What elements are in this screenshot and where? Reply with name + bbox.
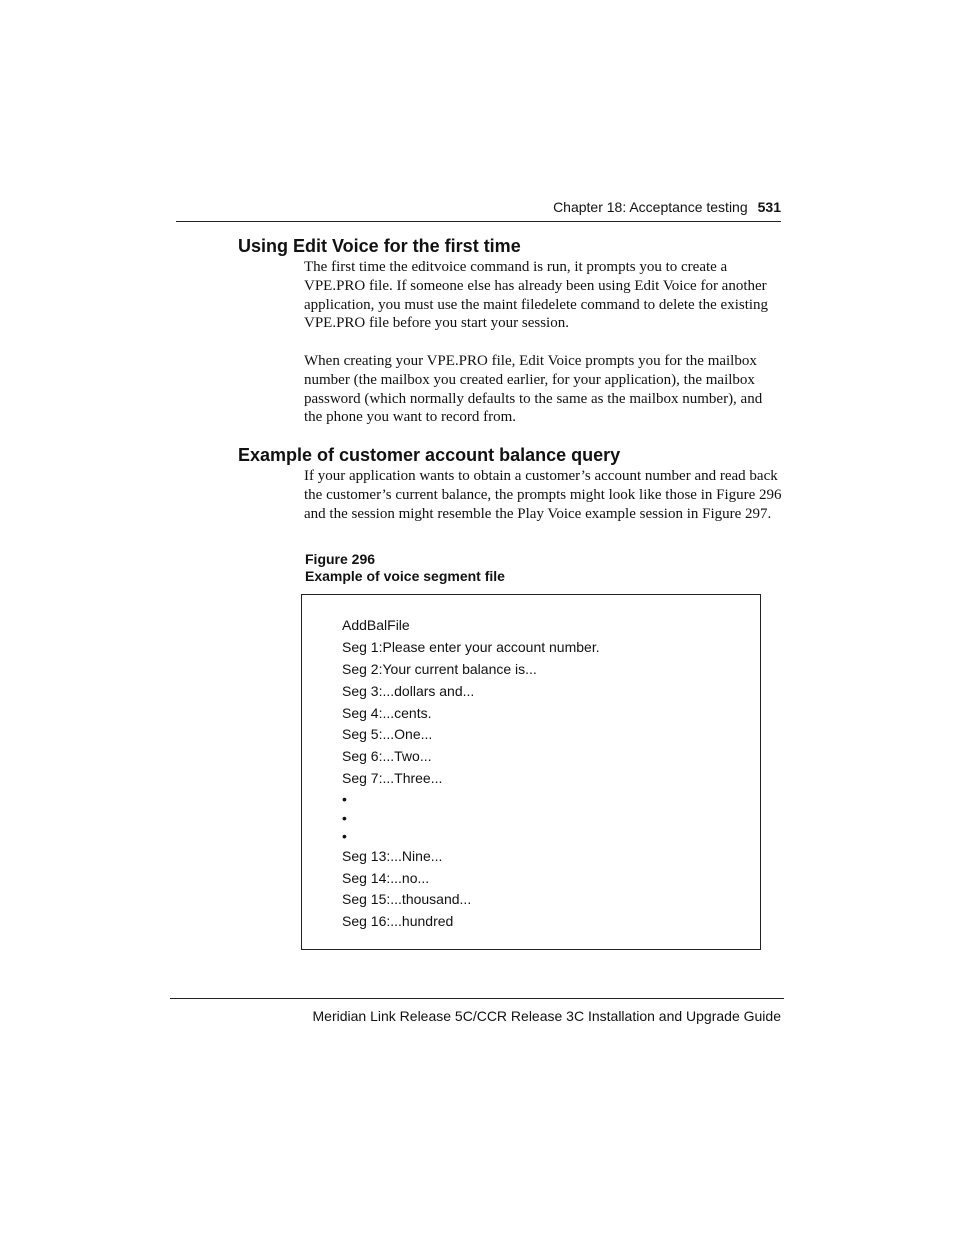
paragraph: When creating your VPE.PRO file, Edit Voice prompts you for the mailbox number (the mailbox you created earlier, for your application), the mailbox password (which normally defaults to the same as the mailbox number), and the phone you want to record from.: [304, 353, 763, 426]
segment-line: AddBalFile: [342, 617, 410, 633]
footer-text: Meridian Link Release 5C/CCR Release 3C Installation and Upgrade Guide: [312, 1008, 781, 1024]
segment-line: Seg 7:...Three...: [342, 770, 443, 787]
segment-line: Seg 16:...hundred: [342, 913, 454, 930]
page-footer: [170, 998, 784, 1024]
figure-title: Example of voice segment file: [305, 568, 505, 584]
segment-list: [342, 615, 600, 933]
paragraph: If your application wants to obtain a customer’s account number and read back the customer’s current balance, the prompts might look like those in Figure 296 and the session might resemble the Play Voice example session in Figure 297.: [304, 468, 782, 522]
page-header: [176, 199, 781, 222]
section-heading-balance-query: Example of customer account balance query: [238, 445, 621, 465]
segment-line: Seg 3:...dollars and...: [342, 682, 475, 699]
ellipsis-bullet: •: [342, 828, 347, 845]
section-heading-edit-voice: Using Edit Voice for the first time: [238, 236, 521, 256]
page-number: 531: [757, 199, 781, 215]
ellipsis-bullet: •: [342, 809, 347, 826]
figure-box: [301, 594, 761, 950]
paragraph: The first time the editvoice command is run, it prompts you to create a VPE.PRO file. If someone else has already been using Edit Voice for another application, you must use the maint filedelete command to delete the existing VPE.PRO file before you start your session.: [304, 259, 769, 332]
segment-line: Seg 4:...cents.: [342, 704, 432, 721]
segment-line: Seg 13:...Nine...: [342, 847, 443, 864]
segment-line: Seg 14:...no...: [342, 869, 430, 886]
segment-line: Seg 1:Please enter your account number.: [342, 638, 600, 655]
ellipsis-bullet: •: [342, 791, 347, 808]
segment-line: Seg 5:...One...: [342, 726, 433, 743]
chapter-title: Chapter 18: Acceptance testing: [553, 199, 748, 215]
segment-line: Seg 15:...thousand...: [342, 891, 472, 908]
figure-number: Figure 296: [305, 551, 376, 567]
figure-caption: [305, 551, 505, 585]
segment-line: Seg 2:Your current balance is...: [342, 660, 537, 677]
segment-line: Seg 6:...Two...: [342, 748, 432, 765]
